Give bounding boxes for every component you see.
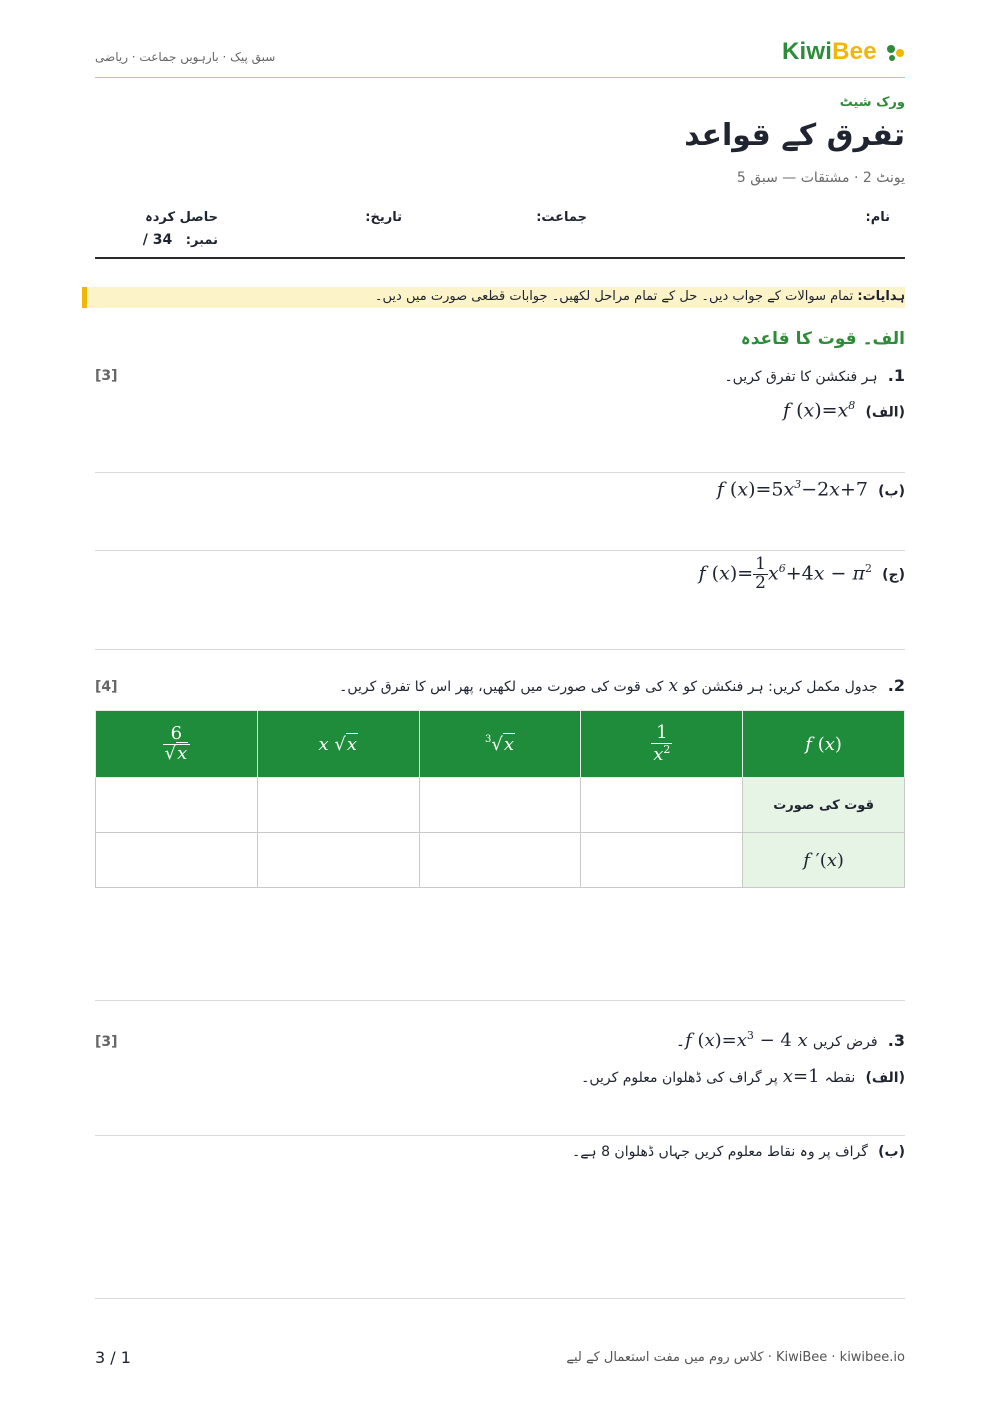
question-text: جدول مکمل کریں: ہر فنکشن کو <box>683 679 878 695</box>
part-1b <box>717 478 905 500</box>
question-number: 3. <box>887 1031 905 1050</box>
header-six-over-root-x: $\frac{6}{√x}$ <box>96 711 258 778</box>
row-label-power: قوت کی صورت <box>743 778 905 833</box>
question-text: فرض کریں <box>812 1034 878 1050</box>
name-field[interactable]: نام: <box>865 210 890 225</box>
answer-cell[interactable] <box>419 833 581 888</box>
date-field[interactable]: تاریخ: <box>365 210 402 225</box>
power-table <box>95 710 905 888</box>
question-text: ہر فنکشن کا تفرق کریں۔ <box>724 369 878 385</box>
instructions-label: ہدایات: <box>857 289 905 304</box>
logo-dots-icon <box>886 44 906 62</box>
part-label: (ب) <box>878 1144 905 1160</box>
header-meta: سبق پیک · بارہویں جماعت · ریاضی <box>95 50 276 64</box>
part-label: (ب) <box>878 483 905 500</box>
answer-cell[interactable] <box>257 833 419 888</box>
answer-line[interactable] <box>95 550 905 551</box>
question-1 <box>724 366 905 385</box>
answer-cell[interactable] <box>419 778 581 833</box>
answer-cell[interactable] <box>257 778 419 833</box>
variable-x: x <box>668 676 679 696</box>
part-1a <box>783 399 905 421</box>
part-label: (الف) <box>865 1070 905 1086</box>
formula: x=1 <box>782 1066 820 1087</box>
question-marks: [3] <box>95 1034 118 1050</box>
header-divider <box>95 77 905 78</box>
score-label: حاصل کردہ <box>145 210 218 225</box>
score-prefix: نمبر: <box>185 233 218 248</box>
table-header-row <box>96 711 905 778</box>
answer-line[interactable] <box>95 472 905 473</box>
page-title: تفرق کے قواعد <box>684 118 905 153</box>
part-text-continued: پر گراف کی ڈھلوان معلوم کریں۔ <box>581 1070 778 1086</box>
header-one-over-x-squared: $\frac{1}{x^2}$ <box>581 711 743 778</box>
question-marks: [3] <box>95 368 118 384</box>
question-number: 1. <box>887 366 905 385</box>
question-3 <box>676 1029 905 1051</box>
footer-credit: KiwiBee · kiwibee.io · کلاس روم میں مفت استعمال کے لیے <box>566 1350 905 1365</box>
answer-cell[interactable] <box>581 833 743 888</box>
period: ۔ <box>675 1031 686 1050</box>
header-fx: f (x) <box>743 711 905 778</box>
part-3a <box>581 1066 905 1087</box>
score-total: / 34 <box>142 232 173 248</box>
question-number: 2. <box>887 676 905 695</box>
page-number: 3 / 1 <box>95 1348 131 1367</box>
question-text-continued: کی قوت کی صورت میں لکھیں، پھر اس کا تفرق کریں۔ <box>339 679 664 695</box>
page-subtitle: یونٹ 2 · مشتقات — سبق 5 <box>736 170 905 186</box>
instructions-text <box>375 289 905 304</box>
answer-line[interactable] <box>95 1298 905 1299</box>
question-marks: [4] <box>95 679 118 695</box>
header-x-root-x: x √x <box>257 711 419 778</box>
answer-cell[interactable] <box>96 778 258 833</box>
class-field[interactable]: جماعت: <box>536 210 587 225</box>
part-text: نقطہ <box>824 1070 856 1086</box>
answer-cell[interactable] <box>581 778 743 833</box>
part-label: (الف) <box>865 404 905 421</box>
table-row <box>96 778 905 833</box>
part-text: گراف پر وہ نقاط معلوم کریں جہاں ڈھلوان 8 ہے۔ <box>572 1144 868 1160</box>
formula: f $(x)=5x^3-2x+7$ <box>716 478 868 501</box>
formula: f $(x)=x^8$ <box>783 399 856 422</box>
table-row <box>96 833 905 888</box>
part-label: (ج) <box>882 566 905 583</box>
header-cube-root-x: $^3$√x <box>419 711 581 778</box>
part-3b <box>572 1141 905 1160</box>
document-kind: ورک شیٹ <box>839 95 905 110</box>
answer-line[interactable] <box>95 1000 905 1001</box>
section-heading: الف۔ قوت کا قاعدہ <box>740 329 905 349</box>
formula: f $(x)=x^3 - 4$ x <box>685 1029 808 1051</box>
score-field[interactable] <box>143 232 218 248</box>
answer-cell[interactable] <box>96 833 258 888</box>
formula: f (x)= $\frac{1}{2}$ $x^6+4x - \pi^2$ <box>698 554 872 593</box>
row-label-derivative: f ′(x) <box>743 833 905 888</box>
answer-line[interactable] <box>95 649 905 650</box>
fields-divider <box>95 257 905 259</box>
question-2 <box>339 676 905 696</box>
instructions-body: تمام سوالات کے جواب دیں۔ حل کے تمام مراحل لکھیں۔ جوابات قطعی صورت میں دیں۔ <box>374 289 858 304</box>
part-1c <box>699 556 905 593</box>
answer-line[interactable] <box>95 1135 905 1136</box>
brand-logo: KiwiBee <box>782 38 877 65</box>
